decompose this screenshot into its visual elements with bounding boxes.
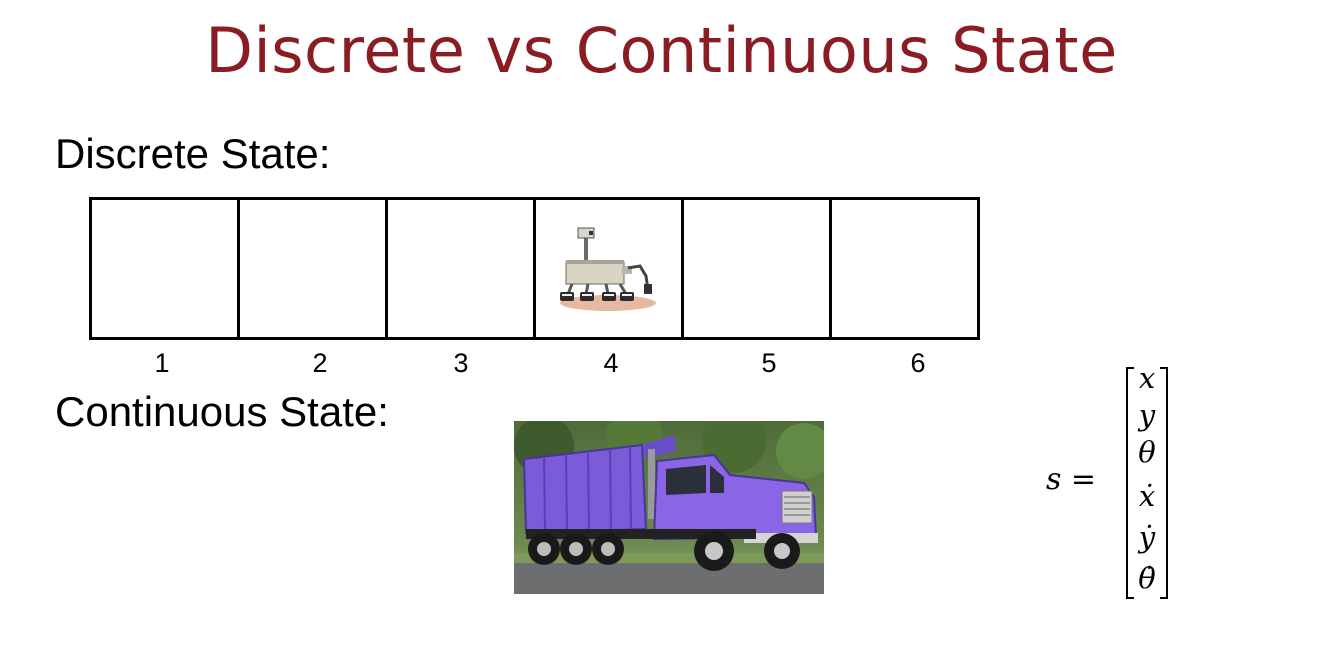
vector-entry: ẋ <box>1138 479 1156 513</box>
grid-cell-5 <box>681 197 832 340</box>
vector-entry: x <box>1138 361 1156 395</box>
vector-entry: ẏ <box>1138 520 1156 554</box>
grid-cell-6 <box>829 197 980 340</box>
grid-cell-4 <box>533 197 684 340</box>
dump-truck-image <box>514 421 824 594</box>
grid-cell-1 <box>89 197 240 340</box>
vector-entry: y <box>1138 398 1156 432</box>
vector-entry: θ̇ <box>1138 561 1156 595</box>
cell-number: 3 <box>453 348 469 378</box>
discrete-state-label: Discrete State: <box>55 130 331 177</box>
discrete-state-grid <box>89 197 980 340</box>
dump-truck-icon <box>514 421 824 594</box>
slide-title: Discrete vs Continuous State <box>205 14 1118 87</box>
cell-number: 2 <box>312 348 328 378</box>
cell-number: 5 <box>761 348 777 378</box>
cell-number: 6 <box>910 348 926 378</box>
grid-cell-2 <box>237 197 388 340</box>
mars-rover-icon <box>536 200 681 337</box>
vector-entry: θ <box>1138 435 1156 469</box>
state-vector <box>1124 361 1170 600</box>
equation-lhs: s = <box>1046 462 1097 497</box>
cell-number: 1 <box>154 348 170 378</box>
cell-number: 4 <box>603 348 619 378</box>
grid-cell-3 <box>385 197 536 340</box>
continuous-state-label: Continuous State: <box>55 388 389 435</box>
